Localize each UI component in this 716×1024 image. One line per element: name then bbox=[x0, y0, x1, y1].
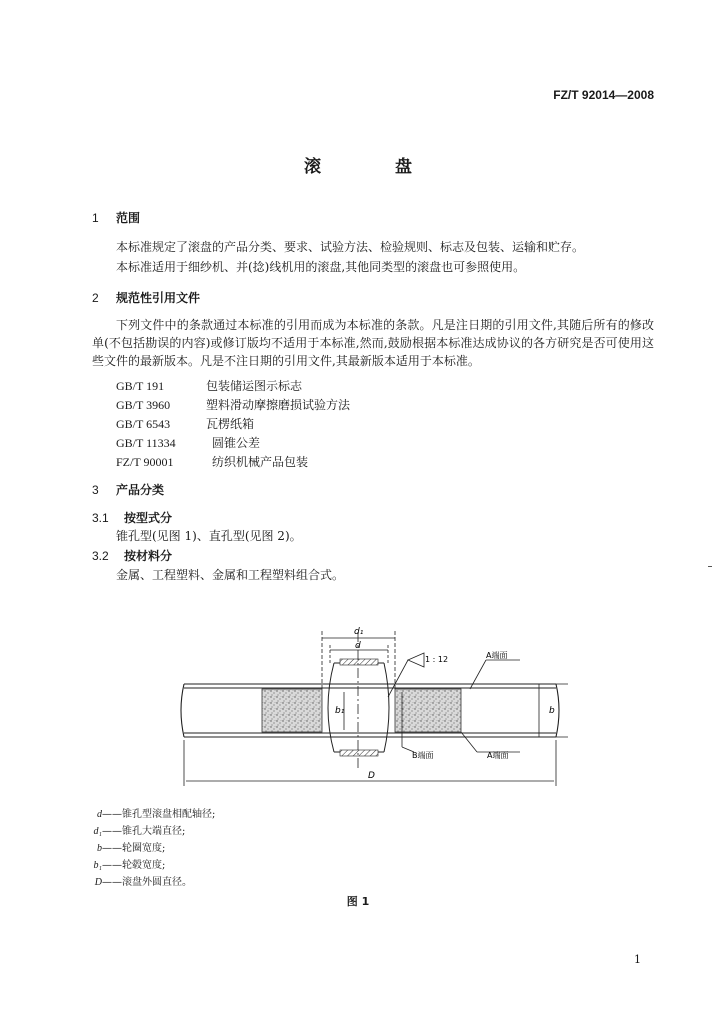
legend-symbol: b₁ bbox=[93, 860, 102, 871]
reference-item bbox=[116, 415, 254, 432]
paragraph: 金属、工程塑料、金属和工程塑料组合式。 bbox=[116, 568, 345, 582]
reference-item bbox=[116, 377, 302, 394]
label-b: b bbox=[549, 706, 555, 716]
section-number: 2 bbox=[92, 291, 99, 305]
page-number: 1 bbox=[634, 953, 641, 966]
label-d1: d₁ bbox=[354, 627, 364, 637]
section-2-heading bbox=[92, 289, 200, 306]
label-taper: 1 : 12 bbox=[425, 655, 449, 664]
legend-symbol: d₁ bbox=[93, 826, 102, 837]
standard-code: FZ/T 92014—2008 bbox=[553, 88, 654, 102]
shaft-hatch-bottom bbox=[340, 750, 378, 756]
section-3-2-heading bbox=[92, 547, 172, 564]
label-D: D bbox=[368, 771, 375, 781]
legend-text: ——锥孔型滚盘相配轴径; bbox=[102, 809, 216, 820]
section-1-heading bbox=[92, 209, 140, 226]
legend-item bbox=[82, 805, 215, 820]
legend-symbol: D bbox=[94, 877, 102, 888]
section-number: 3 bbox=[92, 483, 99, 497]
reference-item bbox=[116, 453, 308, 470]
section-number: 3.1 bbox=[92, 511, 109, 525]
paragraph: 下列文件中的条款通过本标准的引用而成为本标准的条款。凡是注日期的引用文件,其随后所有的修改单(不包括勘误的内容)或修订版均不适用于本标准,然而,鼓励根据本标准达成协议的各方研究是否可使用这些文件的最新版本。凡是不注日期的引用文件,其最新版本适用于本标准。 bbox=[92, 318, 654, 368]
dimension-lines bbox=[184, 631, 568, 786]
section-3-1-heading bbox=[92, 509, 172, 526]
section-title: 范围 bbox=[116, 211, 141, 225]
label-b-end: B端面 bbox=[412, 751, 434, 760]
rim-outline bbox=[181, 684, 559, 737]
reference-item bbox=[116, 434, 260, 451]
reference-code: GB/T 11334 bbox=[116, 436, 176, 450]
legend-item bbox=[82, 873, 192, 888]
figure-1-drawing bbox=[0, 615, 716, 795]
section-title: 产品分类 bbox=[116, 483, 165, 497]
legend-text: ——轮圈宽度; bbox=[102, 843, 166, 854]
reference-title: 瓦楞纸箱 bbox=[206, 417, 255, 431]
reference-title: 纺织机械产品包装 bbox=[212, 455, 309, 469]
legend-item bbox=[82, 856, 165, 871]
label-a-end-top: A端面 bbox=[486, 651, 508, 660]
section-number: 1 bbox=[92, 211, 99, 225]
reference-code: GB/T 191 bbox=[116, 379, 165, 393]
page-title: 滚 盘 bbox=[304, 157, 446, 177]
legend-text: ——轮毂宽度; bbox=[102, 860, 166, 871]
label-b1: b₁ bbox=[335, 706, 345, 716]
section-3-heading bbox=[92, 481, 164, 498]
label-d: d bbox=[355, 641, 361, 651]
legend-symbol: b bbox=[97, 843, 102, 854]
shaft-hatch-top bbox=[340, 659, 378, 665]
section-title: 规范性引用文件 bbox=[116, 291, 201, 305]
reference-code: GB/T 3960 bbox=[116, 398, 171, 412]
section-title: 按型式分 bbox=[124, 511, 173, 525]
reference-title: 包装储运图示标志 bbox=[206, 379, 303, 393]
legend-text: ——滚盘外圆直径。 bbox=[102, 877, 192, 888]
reference-title: 圆锥公差 bbox=[212, 436, 261, 450]
section-number: 3.2 bbox=[92, 549, 109, 563]
section-title: 按材料分 bbox=[124, 549, 173, 563]
reference-item bbox=[116, 396, 350, 413]
margin-mark bbox=[708, 566, 712, 567]
paragraph: 本标准规定了滚盘的产品分类、要求、试验方法、检验规则、标志及包装、运输和贮存。 bbox=[116, 240, 585, 254]
reference-code: GB/T 6543 bbox=[116, 417, 171, 431]
legend-text: ——锥孔大端直径; bbox=[102, 826, 186, 837]
reference-code: FZ/T 90001 bbox=[116, 455, 174, 469]
legend-item bbox=[82, 839, 165, 854]
paragraph: 锥孔型(见图 1)、直孔型(见图 2)。 bbox=[116, 529, 302, 543]
figure-caption: 图 1 bbox=[346, 895, 370, 908]
legend-item bbox=[82, 822, 185, 837]
legend-symbol: d bbox=[97, 809, 102, 820]
hub-right-section bbox=[395, 689, 461, 732]
paragraph: 本标准适用于细纱机、并(捻)线机用的滚盘,其他同类型的滚盘也可参照使用。 bbox=[116, 260, 526, 274]
hub-left-section bbox=[262, 689, 322, 732]
reference-title: 塑料滑动摩擦磨损试验方法 bbox=[206, 398, 351, 412]
label-a-end-bottom: A端面 bbox=[487, 751, 509, 760]
